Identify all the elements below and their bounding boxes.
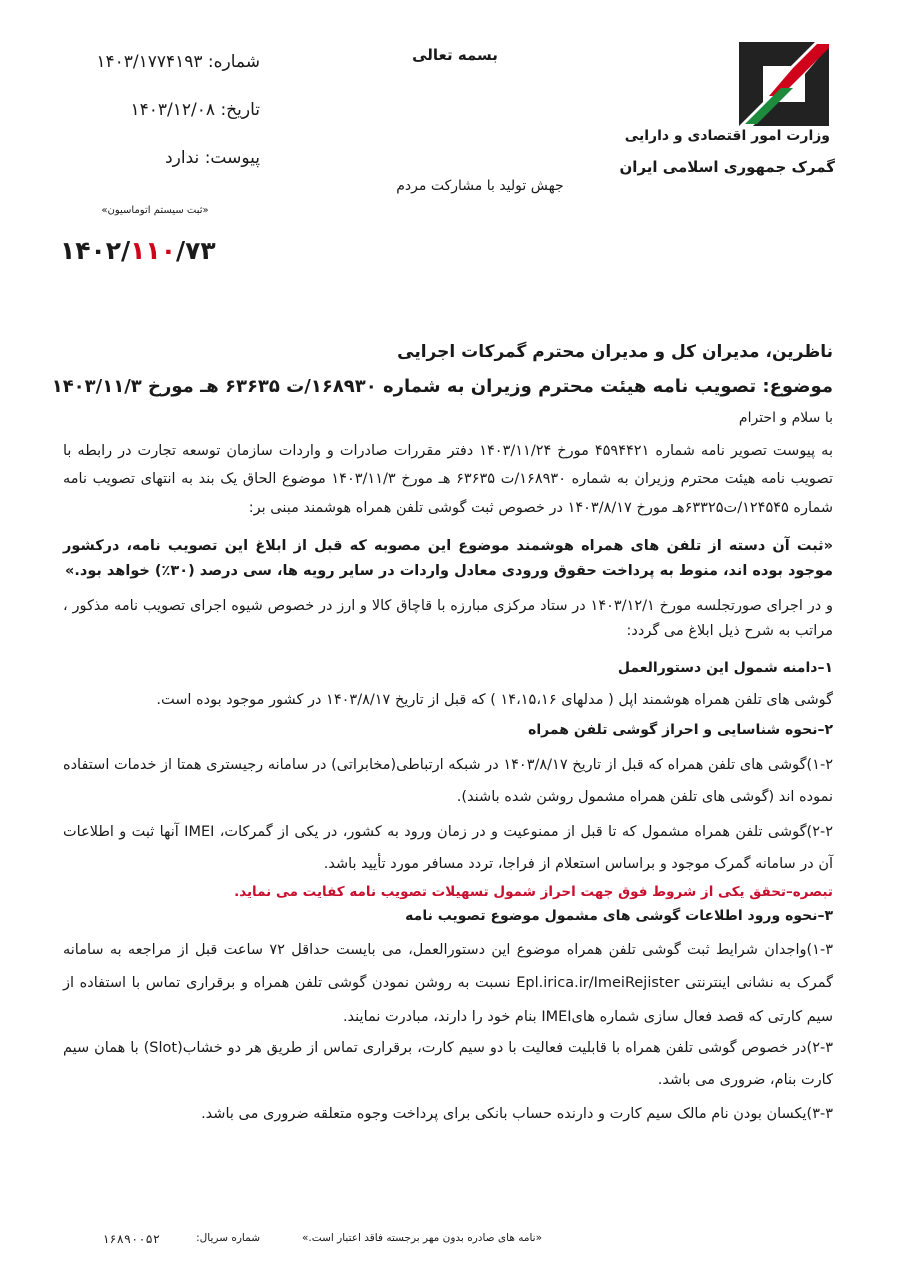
registration-stamp-number [60, 236, 216, 265]
customs-name: گمرک جمهوری اسلامی ایران [619, 158, 835, 176]
footer-serial-label: شماره سریال: [196, 1232, 260, 1244]
intro-paragraph: به پیوست تصویر نامه شماره ۴۵۹۴۴۲۱ مورخ ۱۴۰۳/۱۱/۲۴ دفتر مقررات صادرات و واردات سازمان توسعه تجارت در رابطه با تصویب نامه هیئت محترم وزیران به شماره ۱۶۸۹۳۰/ت ۶۳۶۳۵ هـ مورخ ۱۴۰۳/۱۱/۳ موضوع الحاق یک بند به انتهای تصویب نامه شماره ۱۲۴۵۴۵/ت۶۳۳۲۵هـ مورخ ۱۴۰۳/۸/۱۷ در خصوص ثبت گوشی تلفن همراه هوشمند مبنی بر: [63, 443, 834, 516]
stamp-part-1: ۱۴۰۲/ [60, 236, 131, 265]
subject: موضوع: تصویب نامه هیئت محترم وزیران به شماره ۱۶۸۹۳۰/ت ۶۳۶۳۵ هـ مورخ ۱۴۰۳/۱۱/۳ [51, 376, 833, 397]
section-3-item-2: ۲-۳)در خصوص گوشی تلفن همراه با قابلیت فعالیت با دو سیم کارت، برقراری تماس از طریق هر دو خشاب(Slot) با همان سیم کارت بنام، ضروری می باشد. [63, 1040, 833, 1088]
quoted-resolution: «ثبت آن دسته از تلفن های همراه هوشمند موضوع این مصوبه که قبل از ابلاغ این تصویب نامه، درکشور موجود بوده اند، منوط به پرداخت حقوق ورودی معادل واردات در سایر رویه ها، سی درصد (۳۰٪) خواهد بود.» [63, 538, 833, 580]
context-paragraph: و در اجرای صورتجلسه مورخ ۱۴۰۳/۱۲/۱ در ستاد مرکزی مبارزه با قاچاق کالا و ارز در خصوص شیوه اجرای تصویب نامه مذکور ، مراتب به شرح ذیل ابلاغ می گردد: [63, 598, 833, 640]
letter-number [20, 52, 260, 72]
bismillah: بسمه تعالی [412, 46, 498, 64]
slogan: جهش تولید با مشارکت مردم [396, 178, 564, 194]
letter-attachment [20, 148, 260, 168]
letter-attachment-label: پیوست: [204, 148, 260, 168]
section-2-title: ۲–نحوه شناسایی و احراز گوشی تلفن همراه [528, 722, 833, 738]
stamp-part-3: /۷۳ [175, 236, 216, 265]
note: تبصره–تحقق یکی از شروط فوق جهت احراز شمول تسهیلات تصویب نامه کفایت می نماید. [234, 884, 833, 900]
section-3-item-1: ۱-۳)واجدان شرایط ثبت گوشی تلفن همراه موضوع این دستورالعمل، می بایست حداقل ۷۲ ساعت قبل از مراجعه به سامانه گمرک به نشانی اینترنتی Epl.irica.ir/ImeiRejister نسبت به روشن نمودن گوشی تلفن همراه و برقراری تماس با استفاده از سیم کارتی که قصد فعال سازی شماره هایIMEI بنام خود را دارند، مبادرت نمایند. [63, 942, 833, 1025]
section-3-title: ۳–نحوه ورود اطلاعات گوشی های مشمول موضوع تصویب نامه [405, 908, 833, 924]
letter-date-value: ۱۴۰۳/۱۲/۰۸ [130, 100, 216, 120]
letter-number-label: شماره: [207, 52, 260, 72]
section-1-text: گوشی های تلفن همراه هوشمند اپل ( مدلهای ۱۴،۱۵،۱۶ ) که قبل از تاریخ ۱۴۰۳/۸/۱۷ در کشور موجود بوده است. [156, 692, 833, 708]
stamp-part-2: ۱۱۰ [130, 236, 176, 265]
customs-logo [735, 38, 833, 130]
letter-date-label: تاریخ: [220, 100, 260, 120]
greeting: با سلام و احترام [738, 410, 833, 426]
footer-validity-note: «نامه های صادره بدون مهر برجسته فاقد اعتبار است.» [302, 1232, 542, 1244]
letter-attachment-value: ندارد [165, 148, 200, 168]
section-2-item-1: ۱-۲)گوشی های تلفن همراه که قبل از تاریخ ۱۴۰۳/۸/۱۷ در شبکه ارتباطی(مخابراتی) در سامانه رجیستری همتا از خدمات استفاده نموده اند (گوشی های تلفن همراه مشمول روشن شده باشند). [63, 757, 833, 805]
footer-serial-value: ۱۶۸۹۰۰۵۲ [102, 1232, 160, 1246]
section-1-title: ۱–دامنه شمول این دستورالعمل [617, 660, 833, 676]
recipient: ناظرین، مدیران کل و مدیران محترم گمرکات اجرایی [397, 342, 833, 362]
letter-number-value: ۱۴۰۳/۱۷۷۴۱۹۳ [96, 52, 203, 72]
auto-registration-note: «ثبت سیستم اتوماسیون» [101, 205, 209, 216]
section-2-item-2: ۲-۲)گوشی تلفن همراه مشمول که تا قبل از ممنوعیت و در زمان ورود به کشور، در یکی از گمرکات، IMEI آنها ثبت و اطلاعات آن در سامانه گمرک موجود و براساس استعلام از فراجا، تردد مسافر مورد تأیید باشد. [63, 824, 834, 872]
ministry-name: وزارت امور اقتصادی و دارایی [624, 128, 830, 144]
letter-date [20, 100, 260, 120]
section-3-item-3: ۳-۳)یکسان بودن نام مالک سیم کارت و دارنده حساب بانکی برای پرداخت وجوه متعلقه ضروری می باشد. [201, 1106, 833, 1122]
